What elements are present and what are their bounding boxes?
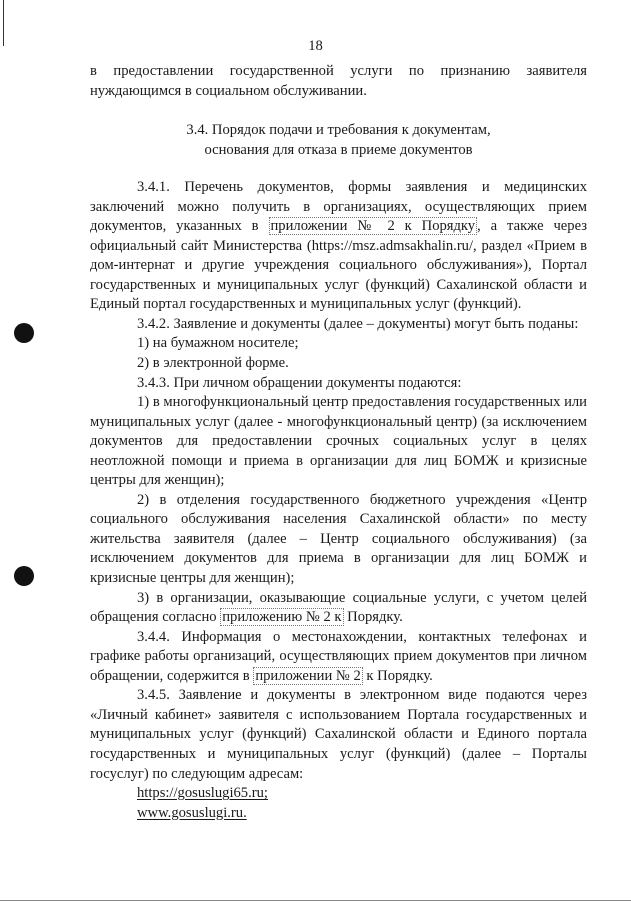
paragraph-3-4-5: 3.4.5. Заявление и документы в электронном виде подаются через «Личный кабинет» заявителя с использованием Портала государственных и муниципальных услуг (функций) Сахалинской области и Единого портала государственных и муниципальных услуг (функций) (далее – Порталы госуслуг) по следующим адресам: xyxy=(90,687,587,782)
portal-links xyxy=(90,784,587,823)
section-heading xyxy=(90,121,587,160)
section-heading-line2: основания для отказа в приеме документов xyxy=(204,141,473,158)
paragraph-3-4-1 xyxy=(90,178,587,315)
page-bottom-edge xyxy=(0,900,631,901)
paragraph-3-4-2: 3.4.2. Заявление и документы (далее – документы) могут быть поданы: xyxy=(137,315,579,332)
text-run: 3) в организации, оказывающие социальные услуги, с учетом целей обращения согласно xyxy=(90,589,587,626)
continuation-paragraph: в предоставлении государственной услуги по признанию заявителя нуждающимся в социальном обслуживании. xyxy=(90,63,587,99)
list-item: 2) в электронной форме. xyxy=(137,355,289,372)
list-item: 2) в отделения государственного бюджетного учреждения «Центр социального обслуживания населения Сахалинской области» по месту жительства заявителя (далее – Центр социального обслуживания) (за исключением документов для приема в организации для лиц БОМЖ и кризисные центры для женщин); xyxy=(90,491,587,587)
list-item xyxy=(90,589,587,628)
list-item: 1) в многофункциональный центр предоставления государственных или муниципальных услуг (далее - многофункциональный центр) (за исключением документов для предоставлении срочных социальных услуг в целях неотложной помощи и приема в организации для лиц БОМЖ и кризисные центры для женщин); xyxy=(90,394,587,489)
link-gosuslugi[interactable]: www.gosuslugi.ru. xyxy=(137,804,247,821)
page-number: 18 xyxy=(308,38,323,54)
list-item: 1) на бумажном носителе; xyxy=(137,335,299,352)
binder-hole xyxy=(14,566,34,586)
text-run: , а также через официальный сайт Министерства (https://msz.admsakhalin.ru/, раздел «Прием в дом-интернат и другие учреждения социального обслуживания»), Портал государственных и муниципальных услуг (функций) Сахалинской области и Единый портал государственных и муниципальных услуг (функций). xyxy=(90,218,587,313)
link-gosuslugi65[interactable]: https://gosuslugi65.ru; xyxy=(137,785,268,802)
text-run: 3.4.1. Перечень документов, формы заявления и медицинских заключений можно получить в организациях, осуществляющих прием документов, указанных в xyxy=(90,179,587,235)
document-body xyxy=(90,62,587,823)
paragraph-3-4-4 xyxy=(90,628,587,687)
text-run: к Порядку. xyxy=(362,667,433,684)
text-run: 3.4.4. Информация о местонахождении, контактных телефонах и графике работы организаций, осуществляющих прием документов при личном обращении, содержится в xyxy=(90,628,587,684)
text-run: Порядку. xyxy=(343,609,403,626)
paragraph-3-4-3: 3.4.3. При личном обращении документы подаются: xyxy=(137,374,462,391)
section-heading-line1: 3.4. Порядок подачи и требования к документам, xyxy=(186,122,491,139)
appendix-reference[interactable]: приложении № 2 xyxy=(255,667,361,684)
appendix-reference[interactable]: приложению № 2 к xyxy=(222,609,342,626)
appendix-reference[interactable]: приложении № 2 к Порядку xyxy=(270,218,476,235)
binder-hole xyxy=(14,323,34,343)
